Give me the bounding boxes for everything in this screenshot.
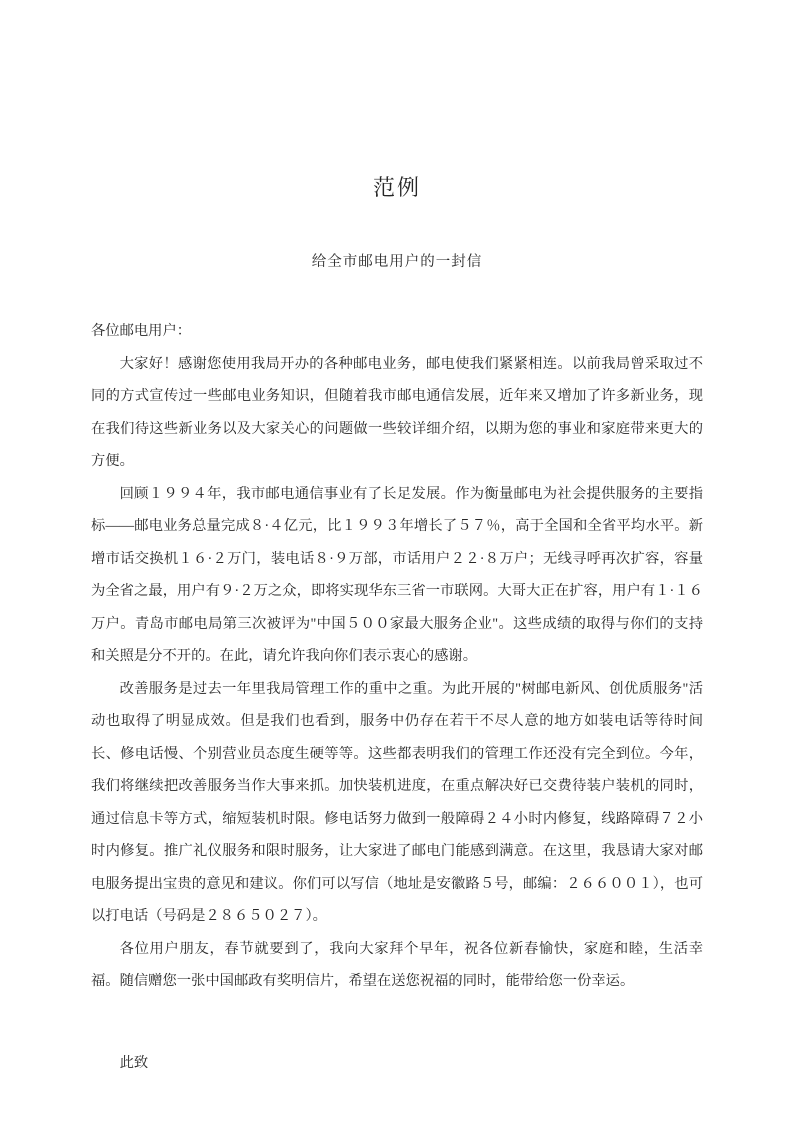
salutation: 各位邮电用户： <box>91 323 192 339</box>
paragraph-greeting: 大家好！感谢您使用我局开办的各种邮电业务，邮电使我们紧紧相连。以前我局曾采取过不同的方式宣传过一些邮电业务知识，但随着我市邮电通信发展，近年来又增加了许多新业务，现在我们待这些新业务以及大家关心的问题做一些较详细介绍，以期为您的事业和家庭带来更大的方便。 <box>91 355 703 469</box>
document-subtitle: 给全市邮电用户的一封信 <box>311 254 483 270</box>
paragraph-1994-review: 回顾１９９４年，我市邮电通信事业有了长足发展。作为衡量邮电为社会提供服务的主要指标——邮电业务总量完成８·４亿元，比１９９３年增长了５７％，高于全国和全省平均水平。新增市话交换机１６·２万门，装电话８·９万部，市话用户２２·８万户；无线寻呼再次扩容，容量为全省之最，用户有９·２万之众，即将实现华东三省一市联网。大哥大正在扩容，用户有１·１６万户。青岛市邮电局第三次被评为"中国５００家最大服务企业"。这些成绩的取得与你们的支持和关照是分不开的。在此，请允许我向你们表示衷心的感谢。 <box>91 485 703 664</box>
paragraph-service-improvement: 改善服务是过去一年里我局管理工作的重中之重。为此开展的"树邮电新风、创优质服务"活动也取得了明显成效。但是我们也看到，服务中仍存在若干不尽人意的地方如装电话等待时间长、修电话慢、个别营业员态度生硬等等。这些都表明我们的管理工作还没有完全到位。今年，我们将继续把改善服务当作大事来抓。加快装机进度，在重点解决好已交费待装户装机的同时，通过信息卡等方式，缩短装机时限。修电话努力做到一般障碍２４小时内修复，线路障碍７２小时内修复。推广礼仪服务和限时服务，让大家进了邮电门能感到满意。在这里，我恳请大家对邮电服务提出宝贵的意见和建议。你们可以写信（地址是安徽路５号，邮编：２６６００１），也可以打电话（号码是２８６５０２７）。 <box>91 680 703 924</box>
document-body <box>91 315 703 1079</box>
document-title: 范例 <box>372 175 421 200</box>
closing-salute: 此致 <box>119 1054 149 1071</box>
paragraph-new-year-wishes: 各位用户朋友，春节就要到了，我向大家拜个早年，祝各位新春愉快，家庭和睦，生活幸福。随信赠您一张中国邮政有奖明信片，希望在送您祝福的同时，能带给您一份幸运。 <box>91 940 703 989</box>
